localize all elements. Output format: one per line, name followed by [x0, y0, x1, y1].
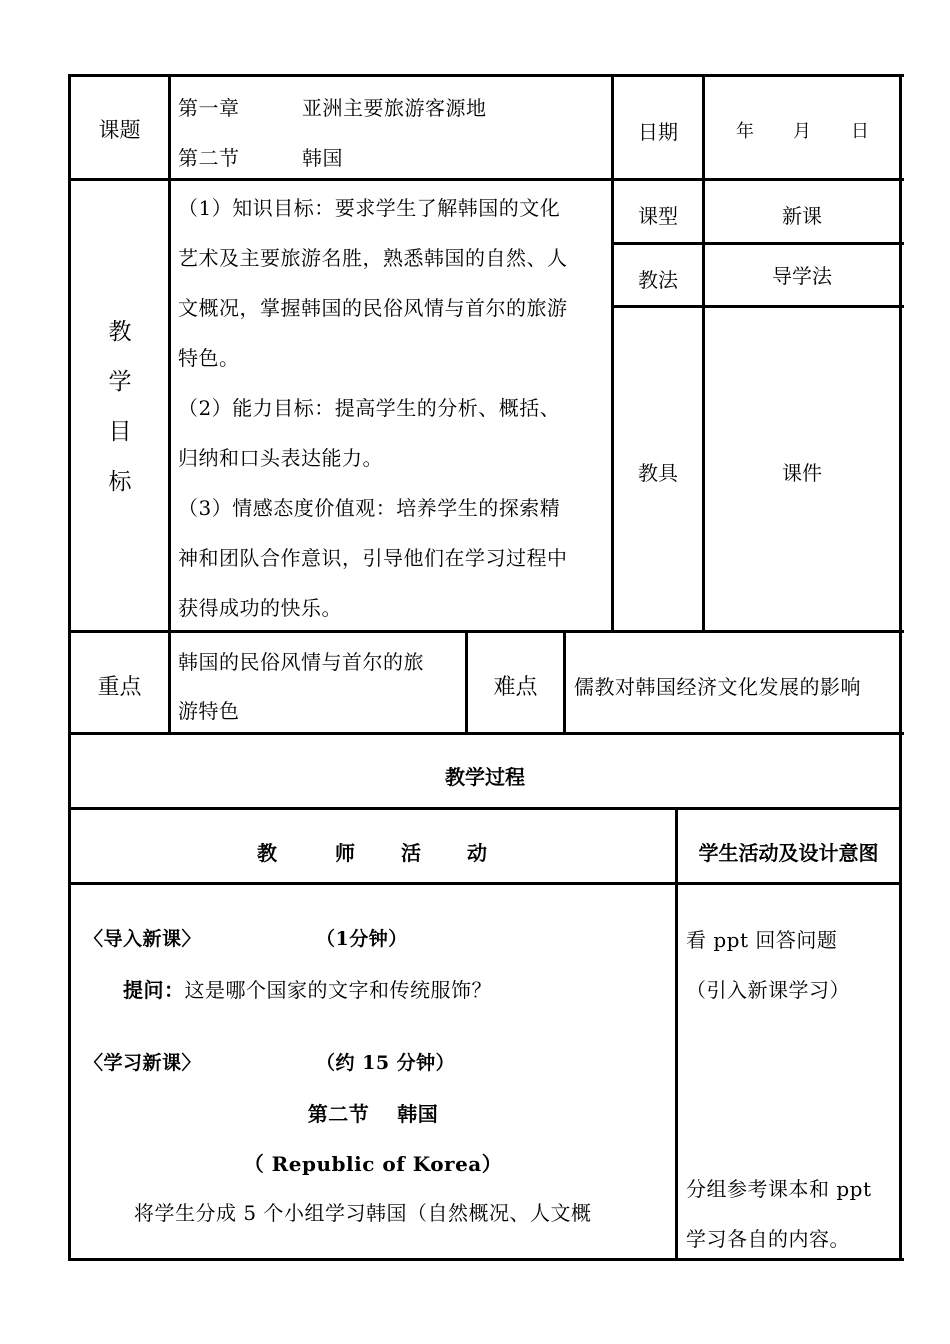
section-english: （ Republic of Korea） — [243, 1152, 503, 1176]
learn-title: 〈学习新课〉 — [84, 1052, 202, 1074]
goal-line: 特色。 — [178, 346, 240, 370]
table-border — [611, 74, 614, 633]
intro-title: 〈导入新课〉 — [84, 928, 202, 950]
section-title: 第二节 韩国 — [307, 1102, 439, 1126]
goal-line: 获得成功的快乐。 — [178, 596, 342, 620]
key-point-line: 游特色 — [178, 699, 240, 723]
student-header: 学生活动及设计意图 — [698, 841, 879, 865]
goal-line: 艺术及主要旅游名胜，熟悉韩国的自然、人 — [178, 246, 568, 270]
group-instruction: 将学生分成 5 个小组学习韩国（自然概况、人文概 — [134, 1201, 592, 1225]
tools-label: 教具 — [638, 461, 678, 485]
student-activity-line: 看 ppt 回答问题 — [686, 928, 838, 952]
topic-section-title: 韩国 — [302, 146, 343, 170]
goals-label-char: 标 — [108, 469, 132, 495]
table-border — [68, 74, 71, 1261]
goal-line: 神和团队合作意识，引导他们在学习过程中 — [178, 546, 568, 570]
goal-line: （1）知识目标：要求学生了解韩国的文化 — [178, 196, 561, 220]
student-activity-line: 分组参考课本和 ppt — [686, 1177, 872, 1201]
goals-label — [100, 307, 140, 507]
goal-line: （2）能力目标：提高学生的分析、概括、 — [178, 396, 561, 420]
topic-section: 第二节 — [178, 146, 240, 170]
learn-time: （约 15 分钟） — [316, 1052, 456, 1074]
intro-time: （1分钟） — [316, 928, 408, 950]
date-label: 日期 — [638, 120, 678, 144]
question-label: 提问： — [123, 978, 185, 1002]
date-month: 月 — [793, 121, 812, 142]
lesson-type-value: 新课 — [782, 204, 822, 228]
tools-value: 课件 — [782, 461, 822, 485]
table-border — [68, 732, 904, 735]
process-title: 教学过程 — [445, 765, 525, 789]
date-year: 年 — [736, 121, 755, 142]
goals-label-char: 教 — [108, 319, 132, 345]
table-border — [68, 1258, 904, 1261]
table-border — [168, 74, 171, 735]
date-day: 日 — [851, 121, 870, 142]
goals-label-char: 学 — [108, 369, 132, 395]
goal-line: 文概况，掌握韩国的民俗风情与首尔的旅游 — [178, 296, 568, 320]
table-border — [68, 178, 904, 181]
table-border — [68, 807, 901, 810]
difficulty-label: 难点 — [493, 675, 538, 700]
table-border — [68, 882, 901, 885]
difficulty-value: 儒教对韩国经济文化发展的影响 — [574, 675, 861, 699]
goals-text — [178, 192, 608, 642]
goals-label-char: 目 — [108, 419, 132, 445]
table-border — [563, 630, 566, 735]
table-border — [675, 807, 678, 1261]
student-activity-line: （引入新课学习） — [686, 978, 850, 1002]
key-point-line: 韩国的民俗风情与首尔的旅 — [178, 650, 424, 674]
topic-chapter-title: 亚洲主要旅游客源地 — [302, 96, 487, 120]
table-border — [613, 242, 904, 245]
question — [123, 974, 492, 1003]
teacher-header-char: 师 — [335, 841, 355, 865]
teacher-header-char: 活 — [401, 841, 421, 865]
student-activity-line: 学习各自的内容。 — [686, 1227, 850, 1251]
goal-line: （3）情感态度价值观：培养学生的探索精 — [178, 496, 561, 520]
method-value: 导学法 — [772, 264, 832, 288]
lesson-type-label: 课型 — [638, 204, 678, 228]
table-border — [68, 74, 904, 77]
topic-label: 课题 — [98, 118, 141, 142]
teacher-header-char: 动 — [467, 841, 487, 865]
table-border — [899, 74, 902, 1261]
method-label: 教法 — [638, 268, 678, 292]
teacher-header-char: 教 — [257, 841, 277, 865]
question-text: 这是哪个国家的文字和传统服饰？ — [184, 978, 492, 1002]
key-point-label: 重点 — [97, 675, 142, 700]
table-border — [702, 74, 705, 633]
goal-line: 归纳和口头表达能力。 — [178, 446, 383, 470]
topic-chapter: 第一章 — [178, 96, 240, 120]
table-border — [613, 305, 904, 308]
